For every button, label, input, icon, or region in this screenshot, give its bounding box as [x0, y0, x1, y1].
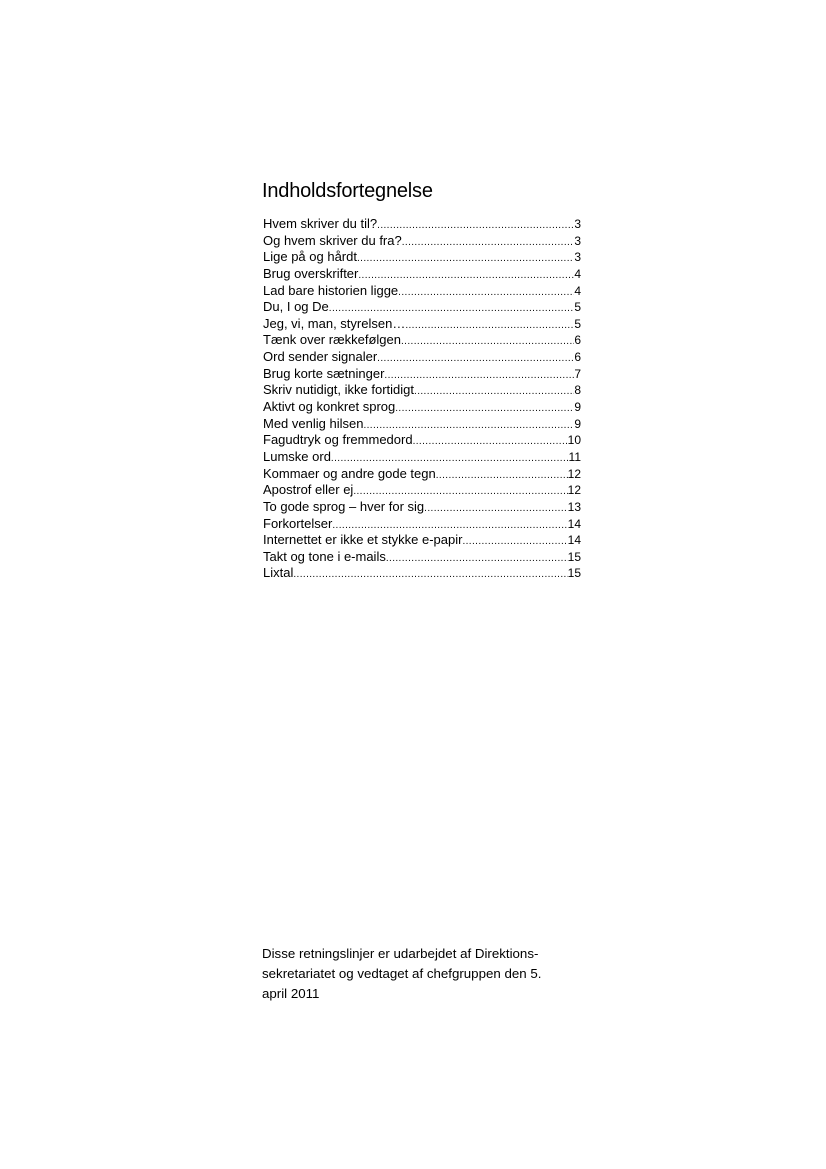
toc-dot-leader — [398, 285, 574, 302]
toc-dot-leader — [413, 434, 568, 451]
toc-entry-page-number: 6 — [574, 333, 581, 348]
toc-entry — [263, 399, 581, 416]
toc-entry — [263, 349, 581, 366]
toc-entry-page-number: 6 — [574, 350, 581, 365]
toc-entry — [263, 466, 581, 483]
toc-dot-leader — [386, 551, 568, 568]
toc-entry — [263, 316, 581, 333]
toc-entry-label: Fagudtryk og fremmedord — [263, 432, 413, 448]
toc-entry-label: Takt og tone i e-mails — [263, 548, 386, 564]
toc-dot-leader — [436, 468, 568, 485]
footer-note-line: sekretariatet og vedtaget af chefgruppen den 5. — [262, 966, 542, 981]
footer-note-line: Disse retningslinjer er udarbejdet af Direktions- — [262, 946, 539, 961]
toc-entry — [263, 216, 581, 233]
toc-entry-page-number: 15 — [567, 566, 581, 581]
toc-entry — [263, 432, 581, 449]
toc-entry-page-number: 15 — [567, 549, 581, 564]
toc-entry-page-number: 10 — [567, 433, 581, 448]
toc-entry — [263, 532, 581, 549]
toc-entry-label: Tænk over rækkefølgen — [263, 332, 401, 348]
toc-entry-label: Med venlig hilsen — [263, 415, 364, 431]
toc-entry-page-number: 7 — [574, 366, 581, 381]
toc-entry-page-number: 12 — [567, 483, 581, 498]
toc-dot-leader — [462, 534, 567, 551]
toc-entry — [263, 416, 581, 433]
toc-entry — [263, 565, 581, 582]
toc-entry — [263, 482, 581, 499]
toc-entry-page-number: 4 — [574, 266, 581, 281]
toc-dot-leader — [293, 567, 567, 584]
toc-entry-page-number: 14 — [567, 533, 581, 548]
toc-dot-leader — [395, 401, 574, 418]
toc-dot-leader — [401, 334, 574, 351]
toc-entry — [263, 382, 581, 399]
toc-entry-page-number: 3 — [574, 250, 581, 265]
toc-entry-label: Lige på og hårdt — [263, 249, 357, 265]
toc-entry — [263, 499, 581, 516]
footer-note — [262, 944, 592, 1004]
toc-entry — [263, 249, 581, 266]
toc-entry-page-number: 9 — [574, 400, 581, 415]
toc-entry-label: Kommaer og andre gode tegn — [263, 465, 436, 481]
toc-entry — [263, 366, 581, 383]
toc-entry-label: Forkortelser — [263, 515, 333, 531]
toc-entry-page-number: 5 — [574, 300, 581, 315]
toc-entry-label: Jeg, vi, man, styrelsen… — [263, 315, 406, 331]
toc-entry-label: Brug korte sætninger — [263, 365, 385, 381]
toc-entry-page-number: 11 — [568, 449, 581, 464]
toc-dot-leader — [377, 351, 574, 368]
toc-entry — [263, 332, 581, 349]
toc-list — [263, 216, 581, 582]
toc-entry-page-number: 3 — [574, 217, 581, 231]
toc-entry — [263, 266, 581, 283]
toc-entry — [263, 283, 581, 300]
toc-dot-leader — [424, 501, 567, 518]
toc-dot-leader — [377, 218, 574, 235]
toc-entry-label: Lad bare historien ligge — [263, 282, 399, 298]
toc-entry-page-number: 3 — [574, 233, 581, 248]
toc-dot-leader — [402, 235, 575, 252]
toc-entry-label: To gode sprog – hver for sig — [263, 498, 425, 514]
toc-entry-label: Apostrof eller ej — [263, 482, 354, 498]
toc-entry-label: Hvem skriver du til? — [263, 216, 378, 231]
toc-entry — [263, 233, 581, 250]
toc-entry-page-number: 13 — [567, 499, 581, 514]
toc-entry — [263, 516, 581, 533]
toc-entry — [263, 549, 581, 566]
toc-entry-label: Brug overskrifter — [263, 265, 359, 281]
toc-entry-page-number: 14 — [567, 516, 581, 531]
toc-entry-label: Lumske ord — [263, 448, 331, 464]
toc-entry-label: Ord sender signaler — [263, 349, 378, 365]
toc-dot-leader — [357, 251, 574, 268]
toc-entry-page-number: 12 — [567, 466, 581, 481]
toc-entry-label: Du, I og De — [263, 299, 329, 315]
toc-entry — [263, 449, 581, 466]
toc-dot-leader — [405, 318, 574, 335]
toc-dot-leader — [414, 384, 574, 401]
toc-entry-page-number: 5 — [574, 316, 581, 331]
toc-entry-label: Lixtal — [263, 565, 294, 581]
toc-title: Indholdsfortegnelse — [262, 180, 433, 202]
toc-entry-page-number: 9 — [574, 416, 581, 431]
toc-entry-label: Internettet er ikke et stykke e-papir — [263, 532, 463, 548]
toc-entry-page-number: 8 — [574, 383, 581, 398]
toc-entry-label: Skriv nutidigt, ikke fortidigt — [263, 382, 415, 398]
toc-entry-label: Og hvem skriver du fra? — [263, 232, 402, 248]
toc-entry-label: Aktivt og konkret sprog — [263, 399, 396, 415]
toc-entry — [263, 299, 581, 316]
footer-note-line: april 2011 — [262, 986, 320, 1001]
toc-entry-page-number: 4 — [574, 283, 581, 298]
